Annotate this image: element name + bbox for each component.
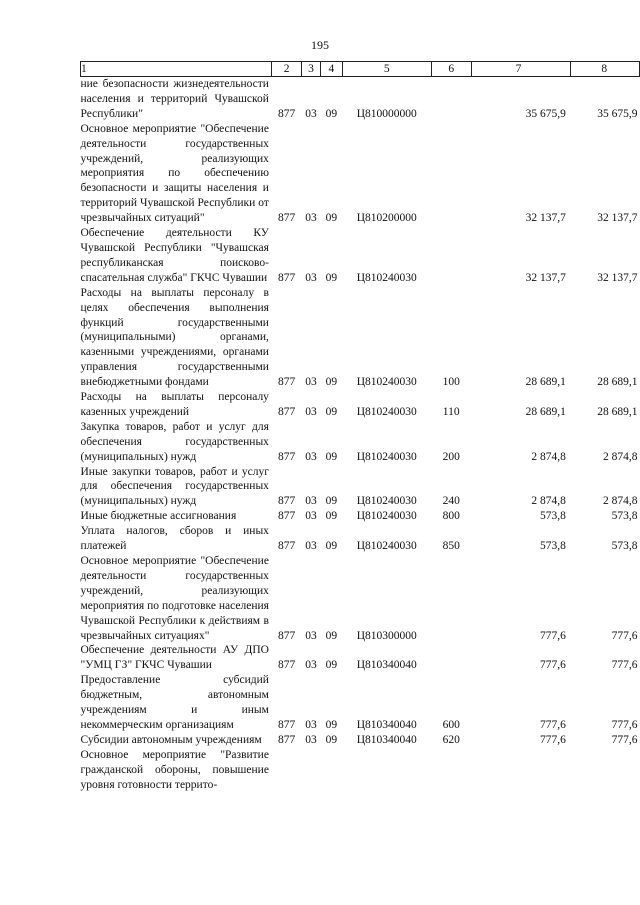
cell-amount-2: 32 137,7	[597, 212, 638, 225]
cell-subsection: 09	[325, 495, 338, 508]
cell-amount-1: 32 137,7	[525, 212, 566, 225]
cell-expense-type: 850	[442, 540, 460, 553]
cell-amount-1: 2 874,8	[531, 495, 566, 508]
cell-name: Основное мероприятие "Обеспечение деятельности государственных учреждений, реализующих мероприятия по подготовке населения Чувашской Республики к действиям в чрезвычайных ситуациях"	[80, 555, 269, 642]
cell-section: 03	[305, 376, 317, 389]
cell-target-article: Ц810340040	[356, 659, 417, 672]
cell-amount-1: 28 689,1	[525, 405, 566, 418]
cell-amount-1: 35 675,9	[525, 107, 566, 120]
cell-subsection: 09	[325, 271, 338, 284]
cell-amount-1: 28 689,1	[525, 376, 566, 389]
cell-name: Субсидии автономным учреждениям	[80, 733, 262, 746]
cell-amount-1	[471, 748, 571, 793]
table-row	[81, 122, 640, 226]
cell-amount-2: 35 675,9	[597, 107, 638, 120]
cell-expense-type	[431, 226, 471, 286]
cell-section: 03	[305, 405, 317, 418]
cell-target-article: Ц810300000	[356, 629, 417, 642]
cell-ministry: 877	[277, 450, 296, 463]
cell-section: 03	[305, 495, 317, 508]
cell-section: 03	[305, 718, 317, 731]
column-header-1: 1	[81, 62, 272, 77]
cell-target-article	[342, 748, 431, 793]
cell-section: 03	[305, 733, 317, 746]
cell-ministry	[272, 748, 301, 793]
cell-expense-type	[431, 77, 471, 122]
cell-amount-2: 573,8	[611, 540, 638, 553]
cell-target-article: Ц810000000	[356, 107, 417, 120]
cell-subsection: 09	[325, 718, 338, 731]
cell-amount-1: 573,8	[540, 540, 566, 553]
cell-expense-type	[431, 643, 471, 673]
cell-name: Иные закупки товаров, работ и услуг для обеспечения государственных (муниципальных) нужд	[80, 465, 269, 508]
cell-section	[301, 748, 321, 793]
cell-amount-2	[571, 748, 640, 793]
cell-expense-type: 800	[442, 510, 460, 523]
cell-amount-1: 777,6	[540, 659, 566, 672]
column-header-7: 7	[471, 62, 571, 77]
cell-ministry: 877	[277, 271, 296, 284]
cell-target-article: Ц810340040	[356, 718, 417, 731]
cell-subsection: 09	[325, 405, 338, 418]
cell-amount-1: 777,6	[540, 733, 566, 746]
table-row	[81, 226, 640, 286]
cell-ministry: 877	[277, 510, 296, 523]
cell-amount-2: 28 689,1	[597, 405, 638, 418]
column-header-2: 2	[272, 62, 301, 77]
table-row	[81, 390, 640, 420]
table-body	[81, 77, 640, 793]
cell-target-article: Ц810200000	[356, 212, 417, 225]
cell-subsection: 09	[325, 510, 338, 523]
column-header-8: 8	[571, 62, 640, 77]
cell-target-article: Ц810240030	[356, 495, 417, 508]
column-header-4: 4	[321, 62, 342, 77]
cell-expense-type: 240	[442, 495, 460, 508]
cell-amount-2: 777,6	[611, 733, 638, 746]
cell-expense-type: 200	[442, 450, 460, 463]
table-row	[81, 77, 640, 122]
cell-subsection: 09	[325, 107, 338, 120]
cell-amount-2: 777,6	[611, 629, 638, 642]
cell-amount-1: 777,6	[540, 629, 566, 642]
cell-target-article: Ц810340040	[356, 733, 417, 746]
cell-subsection: 09	[325, 733, 338, 746]
cell-section: 03	[305, 450, 317, 463]
cell-ministry: 877	[277, 629, 296, 642]
cell-ministry: 877	[277, 376, 296, 389]
cell-name: Обеспечение деятельности КУ Чувашской Республики "Чувашская республиканская поисково-спасательная служба" ГКЧС Чувашии	[80, 227, 269, 284]
cell-name: Основное мероприятие "Обеспечение деятельности государственных учреждений, реализующих мероприятия по обеспечению безопасности и защиты населения и территорий Чувашской Республики от чрезвычайных ситуаций"	[80, 122, 269, 225]
cell-name: Уплата налогов, сборов и иных платежей	[80, 525, 269, 553]
cell-ministry: 877	[277, 405, 296, 418]
cell-target-article: Ц810240030	[356, 376, 417, 389]
cell-amount-1: 2 874,8	[531, 450, 566, 463]
cell-section: 03	[305, 212, 317, 225]
table-row	[81, 554, 640, 643]
cell-target-article: Ц810240030	[356, 510, 417, 523]
cell-section: 03	[305, 659, 317, 672]
cell-target-article: Ц810240030	[356, 450, 417, 463]
cell-name: Предоставление субсидий бюджетным, автономным учреждениям и иным некоммерческим организациям	[80, 674, 269, 731]
cell-amount-1: 573,8	[540, 510, 566, 523]
cell-ministry: 877	[277, 107, 296, 120]
cell-target-article: Ц810240030	[356, 540, 417, 553]
cell-subsection: 09	[325, 629, 338, 642]
table-row	[81, 673, 640, 733]
cell-amount-1: 32 137,7	[525, 271, 566, 284]
table-row	[81, 733, 640, 748]
table-row	[81, 286, 640, 390]
cell-expense-type	[431, 122, 471, 226]
cell-amount-2: 777,6	[611, 718, 638, 731]
cell-ministry: 877	[277, 718, 296, 731]
table-row	[81, 420, 640, 465]
cell-target-article: Ц810240030	[356, 271, 417, 284]
cell-amount-2: 573,8	[611, 510, 638, 523]
budget-table	[80, 61, 640, 793]
table-row	[81, 509, 640, 524]
cell-name: Иные бюджетные ассигнования	[80, 510, 237, 523]
cell-expense-type: 100	[442, 376, 460, 389]
table-row	[81, 748, 640, 793]
cell-name: ние безопасности жизнедеятельности населения и территорий Чувашской Республики"	[80, 78, 269, 120]
cell-name: Расходы на выплаты персоналу казенных учреждений	[80, 391, 269, 418]
cell-ministry: 877	[277, 733, 296, 746]
cell-ministry: 877	[277, 540, 296, 553]
cell-expense-type: 600	[442, 718, 460, 731]
column-header-3: 3	[301, 62, 321, 77]
cell-amount-2: 2 874,8	[603, 450, 638, 463]
cell-subsection: 09	[325, 212, 338, 225]
cell-expense-type	[431, 554, 471, 643]
cell-name: Обеспечение деятельности АУ ДПО "УМЦ ГЗ" ГКЧС Чувашии	[80, 644, 269, 672]
cell-section: 03	[305, 629, 317, 642]
cell-ministry: 877	[277, 495, 296, 508]
cell-amount-2: 28 689,1	[597, 376, 638, 389]
column-header-5: 5	[342, 62, 431, 77]
cell-amount-2: 32 137,7	[597, 271, 638, 284]
cell-name: Расходы на выплаты персоналу в целях обеспечения выполнения функций государственными (муниципальными) органами, казенными учреждениями, органами управления государственными внебюджетными фондами	[80, 286, 269, 389]
table-header-row	[81, 62, 640, 77]
table-row	[81, 465, 640, 510]
cell-expense-type: 110	[442, 405, 460, 418]
page-number: 195	[311, 38, 329, 52]
cell-subsection: 09	[325, 376, 338, 389]
cell-amount-2: 777,6	[611, 659, 638, 672]
cell-ministry: 877	[277, 659, 296, 672]
cell-amount-1: 777,6	[540, 718, 566, 731]
table-row	[81, 643, 640, 673]
cell-ministry: 877	[277, 212, 296, 225]
cell-section: 03	[305, 540, 317, 553]
cell-expense-type: 620	[442, 733, 460, 746]
cell-section: 03	[305, 510, 317, 523]
cell-section: 03	[305, 107, 317, 120]
cell-amount-2: 2 874,8	[603, 495, 638, 508]
cell-subsection	[321, 748, 342, 793]
cell-name: Основное мероприятие "Развитие гражданской обороны, повышение уровня готовности террито-	[80, 748, 269, 791]
cell-target-article: Ц810240030	[356, 405, 417, 418]
column-header-6: 6	[431, 62, 471, 77]
cell-subsection: 09	[325, 659, 338, 672]
cell-name: Закупка товаров, работ и услуг для обеспечения государственных (муниципальных) нужд	[80, 420, 269, 463]
cell-subsection: 09	[325, 450, 338, 463]
cell-subsection: 09	[325, 540, 338, 553]
cell-section: 03	[305, 271, 317, 284]
table-row	[81, 524, 640, 554]
cell-expense-type	[431, 748, 471, 793]
